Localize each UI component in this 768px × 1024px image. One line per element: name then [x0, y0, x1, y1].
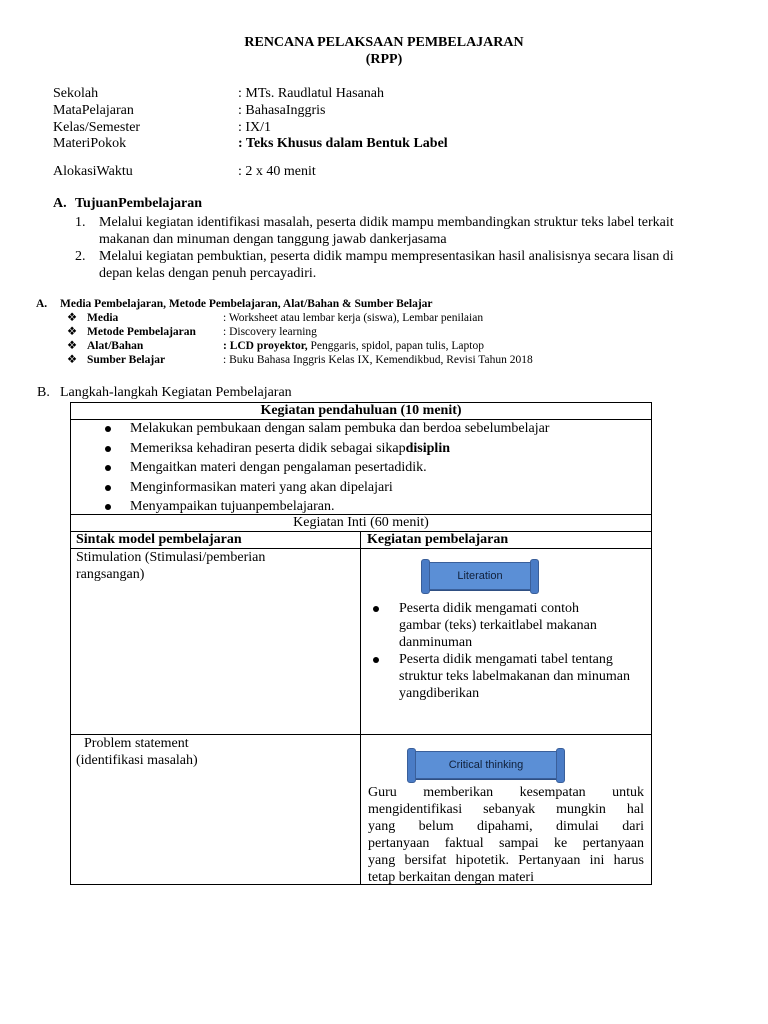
info-value: : IX/1	[238, 120, 272, 135]
sintak-line: Problem statement	[84, 736, 189, 751]
tujuan-list	[75, 214, 694, 282]
media-value: : Buku Bahasa Inggris Kelas IX, Kemendikbud, Revisi Tahun 2018	[223, 354, 533, 366]
section-letter: A.	[53, 196, 67, 211]
list-text: Memeriksa kehadiran peserta didik sebagai sikap	[130, 440, 406, 456]
sintak-line: (identifikasi masalah)	[76, 753, 198, 768]
list-item	[105, 478, 549, 498]
info-label: AlokasiWaktu	[53, 164, 133, 179]
info-label: MateriPokok	[53, 136, 127, 151]
media-label: Alat/Bahan	[87, 340, 144, 352]
paragraph-line: Guru memberikan kesempatan untuk	[368, 785, 644, 800]
bullet-icon	[105, 465, 111, 471]
media-value-rest: Penggaris, spidol, papan tulis, Laptop	[307, 340, 484, 352]
section-title: TujuanPembelajaran	[75, 196, 203, 211]
media-value	[223, 339, 484, 354]
problem-statement-text	[368, 784, 644, 886]
list-item	[105, 439, 549, 459]
list-item	[373, 600, 624, 651]
sintak-line: rangsangan)	[76, 567, 145, 582]
scroll-curl-icon	[556, 748, 565, 783]
bullet-icon	[373, 657, 379, 663]
paragraph-line: yang bersifat hipotetik. Pertanyaan ini harus	[368, 853, 644, 868]
section-title: Langkah-langkah Kegiatan Pembelajaran	[60, 385, 292, 400]
info-label: Kelas/Semester	[53, 120, 141, 135]
list-text-bold: disiplin	[405, 440, 450, 456]
pendahuluan-list	[105, 419, 549, 517]
list-text: Menyampaikan tujuanpembelajaran.	[130, 499, 335, 514]
media-value-bold: : LCD proyektor,	[223, 340, 308, 352]
list-number: 1.	[75, 215, 86, 230]
list-text: Menginformasikan materi yang akan dipelajari	[130, 479, 393, 495]
info-label: MataPelajaran	[53, 103, 134, 118]
paragraph-line: pertanyaan faktual sampai ke pertanyaan	[368, 836, 644, 851]
list-text: Peserta didik mengamati contoh gambar (teks) terkaitlabel makanan danminuman	[399, 601, 597, 650]
literation-banner	[424, 562, 536, 590]
bullet-icon	[105, 504, 111, 510]
info-value: : Teks Khusus dalam Bentuk Label	[238, 136, 448, 151]
critical-thinking-banner	[410, 751, 562, 779]
banner-label: Literation	[457, 570, 503, 582]
info-value: : MTs. Raudlatul Hasanah	[238, 86, 384, 101]
scroll-curl-icon	[421, 559, 430, 594]
list-text: Melakukan pembukaan dengan salam pembuka dan berdoa sebelumbelajar	[130, 421, 550, 436]
paragraph-line: mengidentifikasi sebanyak mungkin hal	[368, 802, 644, 817]
list-item	[105, 458, 549, 478]
media-label: Metode Pembelajaran	[87, 326, 196, 338]
list-item	[373, 651, 649, 702]
document-title: RENCANA PELAKSAAN PEMBELAJARAN	[244, 35, 524, 50]
info-label: Sekolah	[53, 86, 99, 101]
section-letter: A.	[36, 298, 48, 310]
list-item	[105, 419, 549, 439]
bullet-icon	[105, 446, 111, 452]
sintak-line: Stimulation (Stimulasi/pemberian	[76, 550, 266, 565]
diamond-bullet-icon: ❖	[66, 312, 78, 324]
list-number: 2.	[75, 249, 86, 264]
list-text: Mengaitkan materi dengan pengalaman pesertadidik.	[130, 460, 427, 475]
info-value: : 2 x 40 menit	[238, 164, 316, 179]
media-label: Media	[87, 312, 119, 324]
paragraph-line: yang belum dipahami, dimulai dari	[368, 819, 644, 834]
banner-label: Critical thinking	[448, 759, 524, 771]
document-subtitle: (RPP)	[365, 52, 403, 67]
list-item	[75, 248, 694, 282]
table-column-divider	[360, 531, 361, 885]
list-item	[75, 214, 694, 248]
info-value: : BahasaInggris	[238, 103, 326, 118]
bullet-icon	[373, 606, 379, 612]
scroll-curl-icon	[530, 559, 539, 594]
scroll-curl-icon	[407, 748, 416, 783]
sintak-problem-statement	[76, 735, 198, 769]
inti-header: Kegiatan Inti (60 menit)	[293, 515, 429, 530]
media-label: Sumber Belajar	[87, 354, 166, 366]
media-value: : Worksheet atau lembar kerja (siswa), Lembar penilaian	[223, 312, 484, 324]
col-header-sintak: Sintak model pembelajaran	[76, 532, 242, 547]
diamond-bullet-icon: ❖	[66, 340, 78, 352]
section-letter: B.	[37, 385, 50, 400]
bullet-icon	[105, 485, 111, 491]
list-text: Melalui kegiatan pembuktian, peserta didik mampu mempresentasikan hasil analisisnya secara lisan di depan kelas dengan penuh percayadiri.	[99, 249, 674, 281]
diamond-bullet-icon: ❖	[66, 354, 78, 366]
section-title: Media Pembelajaran, Metode Pembelajaran, Alat/Bahan & Sumber Belajar	[60, 298, 433, 310]
bullet-icon	[105, 426, 111, 432]
media-value: : Discovery learning	[223, 326, 317, 338]
list-text: Melalui kegiatan identifikasi masalah, peserta didik mampu membandingkan struktur teks label terkait makanan dan minuman dengan tanggung jawab dankerjasama	[99, 215, 674, 247]
pendahuluan-header: Kegiatan pendahuluan (10 menit)	[260, 403, 462, 418]
paragraph-line: tetap berkaitan dengan materi	[368, 870, 534, 885]
sintak-stimulation	[76, 549, 265, 583]
list-text: Peserta didik mengamati tabel tentang struktur teks labelmakanan dan minuman yangdiberikan	[399, 652, 630, 701]
diamond-bullet-icon: ❖	[66, 326, 78, 338]
stimulation-list	[373, 600, 649, 702]
col-header-kegiatan: Kegiatan pembelajaran	[367, 532, 509, 547]
